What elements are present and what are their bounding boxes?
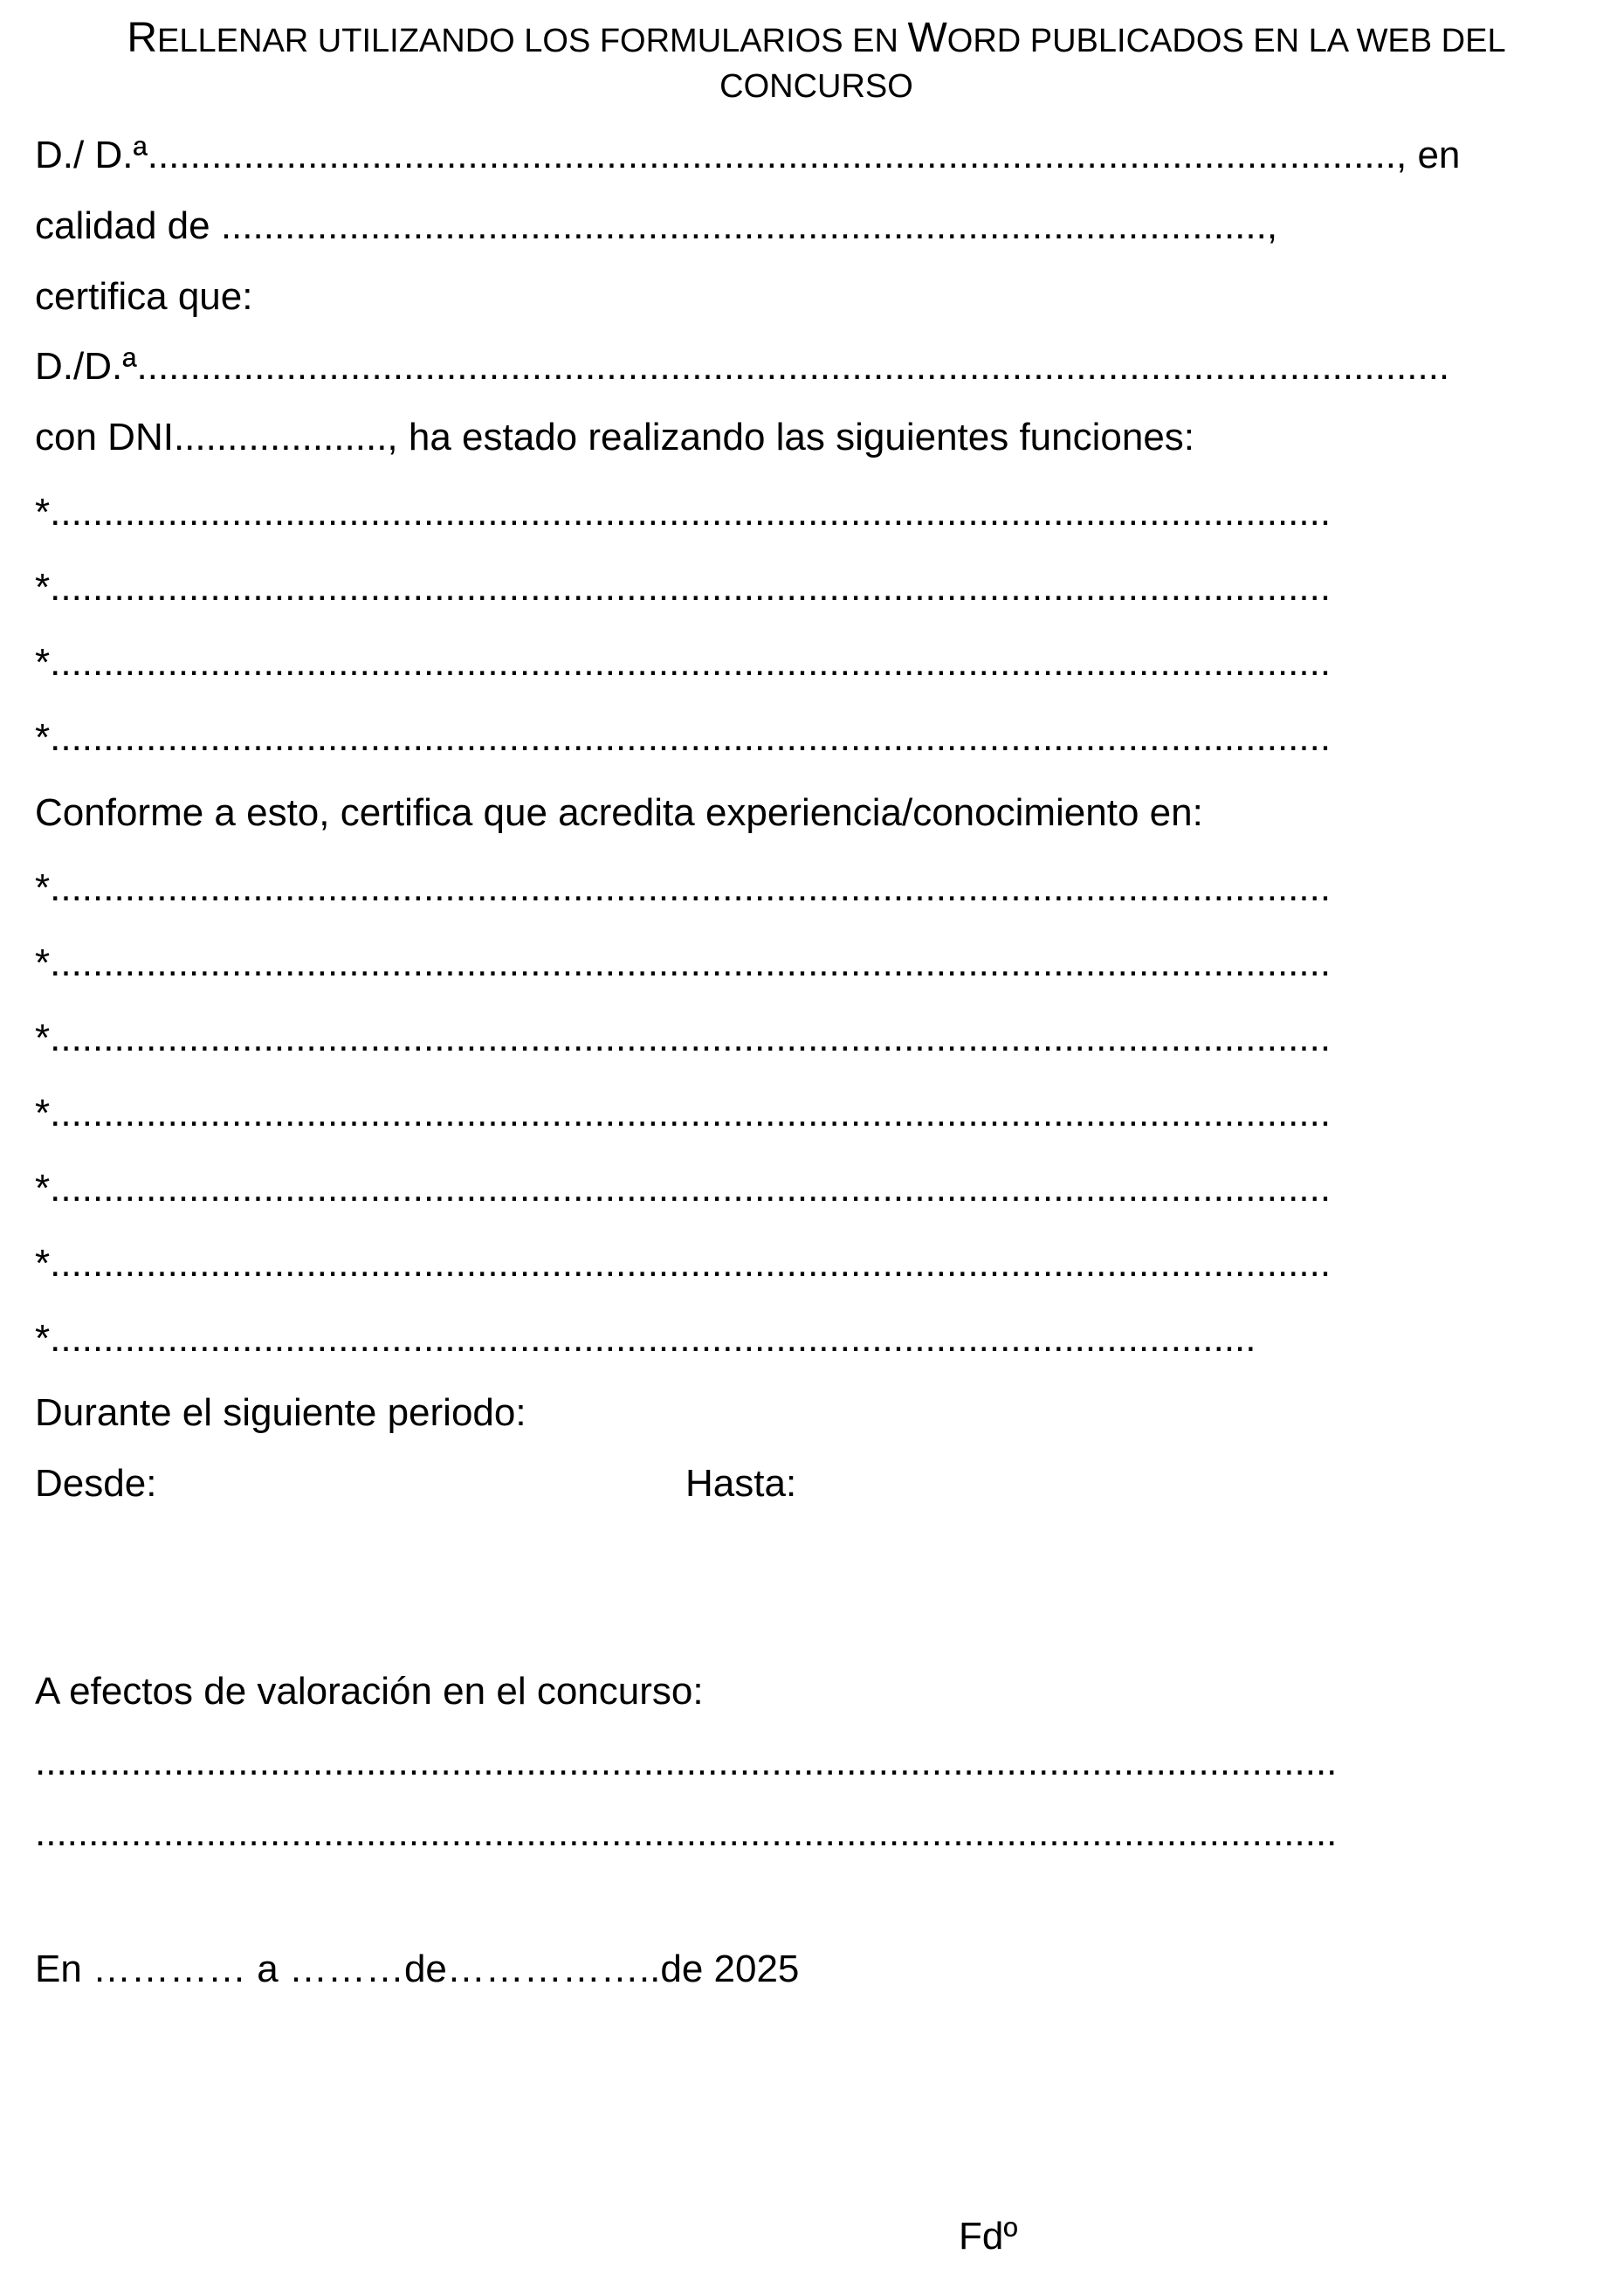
experiencia-item-1: *........................................................................................................................: [35, 866, 1332, 909]
header-line-2: CONCURSO: [719, 68, 913, 105]
experiencia-item-5: *........................................................................................................................: [35, 1167, 1332, 1210]
desde-label: Desde:: [35, 1462, 157, 1505]
calidad-line: calidad de ..................................................................................................,: [35, 204, 1278, 247]
dni-funciones-line: con DNI...................., ha estado realizando las siguientes funciones:: [35, 416, 1195, 458]
experiencia-item-3: *........................................................................................................................: [35, 1017, 1332, 1059]
experiencia-item-7: *.................................................................................................................: [35, 1317, 1256, 1360]
certifica-que-label: certifica que:: [35, 275, 253, 318]
header-text-part-1: ELLENAR UTILIZANDO LOS FORMULARIOS EN: [157, 23, 908, 59]
experiencia-item-2: *........................................................................................................................: [35, 941, 1332, 984]
header-initial-r: R: [127, 15, 158, 61]
experiencia-item-4: *........................................................................................................................: [35, 1092, 1332, 1134]
certificate-form-page: [35, 0, 1598, 2289]
header-initial-w: W: [907, 15, 947, 61]
nombre-empleado-line: D./D.ª...........................................................................................................................: [35, 345, 1450, 388]
hasta-label: Hasta:: [685, 1462, 797, 1505]
experiencia-item-6: *........................................................................................................................: [35, 1242, 1332, 1285]
fechas-periodo-row: [35, 1458, 1598, 1510]
efectos-valoracion-label: A efectos de valoración en el concurso:: [35, 1670, 704, 1713]
form-instructions-header: [35, 16, 1598, 109]
funcion-item-2: *........................................................................................................................: [35, 566, 1332, 609]
periodo-label: Durante el siguiente periodo:: [35, 1391, 526, 1434]
valoracion-line-1: ..........................................................................................................................: [35, 1741, 1338, 1783]
funcion-item-1: *........................................................................................................................: [35, 491, 1332, 534]
lugar-fecha-line: En ………… a ………de……………..de 2025: [35, 1948, 800, 1990]
conforme-label: Conforme a esto, certifica que acredita experiencia/conocimiento en:: [35, 791, 1203, 834]
funcion-item-3: *........................................................................................................................: [35, 641, 1332, 684]
header-text-part-2: ORD PUBLICADOS EN LA WEB DEL: [946, 23, 1506, 59]
valoracion-line-2: ..........................................................................................................................: [35, 1811, 1338, 1854]
nombre-certificante-line: D./ D.ª....................................................................................................................., en: [35, 134, 1461, 176]
funcion-item-4: *........................................................................................................................: [35, 716, 1332, 759]
firma-label: Fdº: [959, 2215, 1018, 2258]
header-line-1: [35, 16, 1598, 64]
